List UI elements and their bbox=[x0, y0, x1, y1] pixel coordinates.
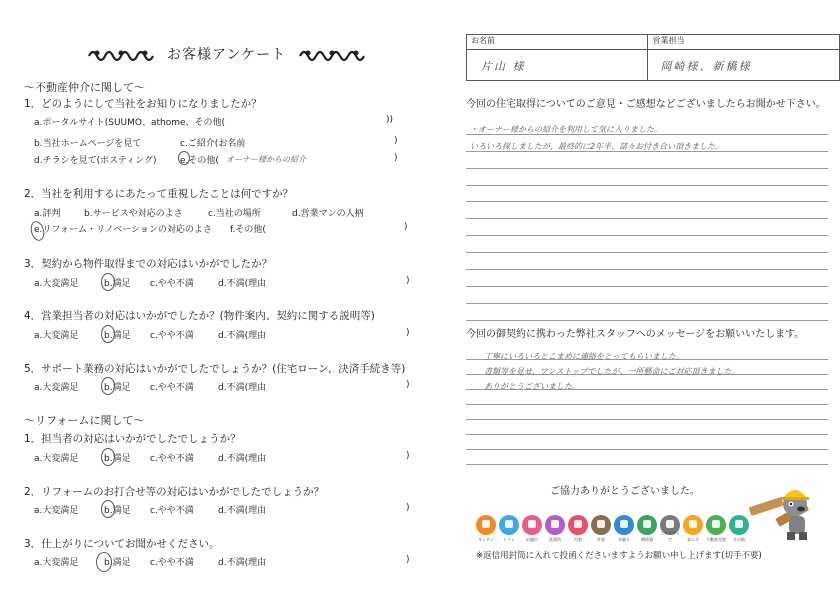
re-q3-option-c: c.やや不満 bbox=[150, 279, 194, 289]
re-q1-option-c-close: ) bbox=[394, 136, 398, 146]
re-q3-option-b: b.満足 bbox=[104, 279, 131, 289]
ruled-line bbox=[466, 304, 828, 321]
rf-q1-option-b: b.満足 bbox=[104, 454, 131, 464]
mascot-icon bbox=[745, 482, 825, 544]
badge-glyph bbox=[689, 520, 697, 528]
message-prompt: 今回の御契約に携わった弊社スタッフへのメッセージをお願いいたします。 bbox=[466, 329, 805, 340]
badge-label: 省エネ bbox=[687, 537, 699, 542]
header-table bbox=[466, 34, 840, 81]
exterior-icon bbox=[591, 515, 611, 542]
rf-q1-option-close: ) bbox=[406, 451, 410, 461]
re-q5-option-b: b.満足 bbox=[104, 383, 131, 393]
rf-q2-text: 2．リフォームのお打合せ等の対応はいかがでしたでしょうか？ bbox=[24, 486, 325, 498]
badge-label: お風呂 bbox=[526, 537, 538, 542]
toilet-icon bbox=[499, 515, 519, 542]
rf-q2-option-d: d.不満(理由 bbox=[218, 506, 267, 516]
reform-section-header: 〜リフォームに関して〜 bbox=[24, 414, 145, 427]
ruled-line bbox=[466, 420, 828, 435]
badge-glyph bbox=[620, 520, 628, 528]
badge-glyph bbox=[597, 520, 605, 528]
re-q5-option-a: a.大変満足 bbox=[34, 383, 79, 393]
badge-label: 内装 bbox=[574, 537, 582, 542]
re-q3-answer-circle bbox=[101, 273, 115, 291]
re-q5-answer-circle bbox=[101, 377, 115, 395]
re-q3-option-d: d.不満(理由 bbox=[218, 279, 267, 289]
re-q4-option-d: d.不満(理由 bbox=[218, 331, 267, 341]
re-q4-option-a: a.大変満足 bbox=[34, 331, 79, 341]
rf-q2-option-a: a.大変満足 bbox=[34, 506, 79, 516]
rf-q1-option-d: d.不満(理由 bbox=[218, 454, 267, 464]
badge-glyph bbox=[482, 520, 490, 528]
ruled-line bbox=[466, 253, 828, 270]
re-q1-text: 1．どのようにして当社をお知りになりましたか？ bbox=[24, 98, 262, 110]
rf-q3-option-close: ) bbox=[406, 555, 410, 565]
ruled-line bbox=[466, 202, 828, 219]
ruled-line bbox=[466, 287, 828, 304]
kitchen-icon bbox=[476, 515, 496, 542]
re-q1-option-e-answer: オーナー様からの紹介 bbox=[226, 155, 306, 164]
ruled-line bbox=[466, 152, 828, 169]
message-line-1: 丁寧にいろいろとこまめに連絡をとってもらいました。 bbox=[484, 352, 684, 361]
re-q2-option-d: d.営業マンの人柄 bbox=[292, 209, 364, 219]
badge-label: エクステリア bbox=[660, 531, 680, 542]
re-q5-option-c: c.やや不満 bbox=[150, 383, 194, 393]
staff-cell bbox=[648, 50, 840, 81]
re-q4-option-close: ) bbox=[406, 328, 410, 338]
re-q1-option-a: a.ポータルサイト(SUUMO、athome、その他( bbox=[34, 118, 226, 128]
badge-label: 水廻り bbox=[618, 537, 630, 542]
name-label: お名前 bbox=[467, 35, 648, 50]
re-q4-option-b: b.満足 bbox=[104, 331, 131, 341]
badge-label: 増改築 bbox=[641, 537, 653, 542]
badge-label: キッチン bbox=[478, 537, 494, 542]
re-q4-answer-circle bbox=[101, 325, 115, 343]
ruled-line bbox=[466, 435, 828, 450]
staff-value: 岡崎様、新橋様 bbox=[660, 60, 752, 73]
badge-glyph bbox=[712, 520, 720, 528]
re-q1-option-a-close: )) bbox=[386, 115, 394, 125]
rf-q2-answer-circle bbox=[101, 500, 115, 518]
ruled-line bbox=[466, 270, 828, 287]
rf-q3-option-d: d.不満(理由 bbox=[218, 558, 267, 568]
badge-label: その他 bbox=[733, 537, 745, 542]
return-envelope-note: ※返信用封筒に入れて投函くださいますようお願い申し上げます(切手不要) bbox=[476, 551, 762, 561]
badge-glyph bbox=[505, 520, 513, 528]
survey-title: お客様アンケート bbox=[167, 47, 287, 63]
ruled-line bbox=[466, 390, 828, 405]
ornament-right-icon bbox=[298, 47, 366, 61]
re-q5-option-d: d.不満(理由 bbox=[218, 383, 267, 393]
ruled-line bbox=[466, 219, 828, 236]
re-q3-option-a: a.大変満足 bbox=[34, 279, 79, 289]
badge-label: 洗面所 bbox=[549, 537, 561, 542]
staff-label: 営業担当 bbox=[648, 35, 840, 50]
rf-q3-text: 3．仕上がりについてお聞かせください。 bbox=[24, 538, 220, 550]
badge-glyph bbox=[551, 520, 559, 528]
re-q5-option-close: ) bbox=[406, 380, 410, 390]
rf-q1-text: 1．担当者の対応はいかがでしたでしょうか？ bbox=[24, 433, 241, 445]
opinion-line-1: ・オーナー様からの紹介を利用して気に入りました。 bbox=[470, 125, 662, 134]
rf-q2-option-b: b.満足 bbox=[104, 506, 131, 516]
message-line-3: ありがとうございました。 bbox=[484, 382, 580, 391]
badge-label: 不動産売買 bbox=[706, 537, 726, 542]
re-q2-option-b: b.サービスや対応のよさ bbox=[84, 209, 183, 219]
message-lines bbox=[466, 345, 828, 465]
badge-glyph bbox=[574, 520, 582, 528]
re-q1-option-b: b.当社ホームページを見て bbox=[34, 139, 142, 149]
re-q2-option-e: e.リフォーム・リノベーションの対応のよさ bbox=[34, 225, 212, 235]
real-estate-section-header: 〜不動産仲介に関して〜 bbox=[24, 81, 145, 94]
re-q1-option-e: e.その他( bbox=[180, 156, 219, 166]
message-line-2: 書類等を見せ、ワンストップでしたが、一所懸命にご対応頂きました。 bbox=[484, 367, 740, 376]
re-q3-text: 3．契約から物件取得までの対応はいかがでしたか？ bbox=[24, 258, 273, 270]
re-q2-option-c: c.当社の場所 bbox=[208, 209, 261, 219]
ruled-line bbox=[466, 450, 828, 465]
re-q2-option-f: f.その他( bbox=[230, 225, 266, 235]
bath-icon bbox=[522, 515, 542, 542]
re-q1-option-e-close: ) bbox=[394, 153, 398, 163]
re-q4-text: 4．営業担当者の対応はいかがでしたか？(物件案内、契約に関する説明等) bbox=[24, 310, 375, 322]
badge-label: 外装 bbox=[597, 537, 605, 542]
rf-q2-option-close: ) bbox=[406, 503, 410, 513]
re-q5-text: 5．サポート業務の対応はいかがでしたでしょうか？(住宅ローン、決済手続き等) bbox=[24, 363, 406, 375]
realestate-icon bbox=[706, 515, 726, 542]
page-title bbox=[75, 44, 378, 64]
re-q3-option-close: ) bbox=[406, 276, 410, 286]
re-q1-option-d: d.チラシを見て(ポスティング) bbox=[34, 156, 157, 166]
rf-q1-answer-circle bbox=[101, 448, 115, 466]
rf-q3-option-c: c.やや不満 bbox=[150, 558, 194, 568]
washroom-icon bbox=[545, 515, 565, 542]
thanks-message: ご協力ありがとうございました。 bbox=[550, 486, 700, 497]
rf-q2-option-c: c.やや不満 bbox=[150, 506, 194, 516]
rf-q1-option-c: c.やや不満 bbox=[150, 454, 194, 464]
name-value: 片山 様 bbox=[481, 60, 526, 73]
ruled-line bbox=[466, 405, 828, 420]
re-q1-option-c: c.ご紹介(お名前 bbox=[180, 139, 246, 149]
badge-glyph bbox=[528, 520, 536, 528]
badge-label: トイレ bbox=[503, 537, 515, 542]
rf-q1-option-a: a.大変満足 bbox=[34, 454, 79, 464]
water-icon bbox=[614, 515, 634, 542]
energy-icon bbox=[683, 515, 703, 542]
re-q2-text: 2．当社を利用するにあたって重視したことは何ですか？ bbox=[24, 188, 294, 200]
interior-icon bbox=[568, 515, 588, 542]
extension-icon bbox=[637, 515, 657, 542]
re-q1-answer-circle bbox=[178, 151, 190, 165]
badge-glyph bbox=[666, 520, 674, 528]
ruled-line bbox=[466, 169, 828, 186]
re-q2-option-f-close: ) bbox=[404, 222, 408, 232]
name-cell bbox=[467, 50, 648, 81]
ruled-line bbox=[466, 236, 828, 253]
ornament-left-icon bbox=[87, 47, 155, 61]
re-q2-option-a: a.評判 bbox=[34, 209, 61, 219]
rf-q3-answer-circle bbox=[96, 552, 112, 572]
opinion-prompt: 今回の住宅取得についてのご意見・ご感想などございましたらお聞かせ下さい。 bbox=[466, 99, 826, 110]
opinion-line-2: いろいろ探しましたが、最終的に2年半、諸々お付き合い頂きました。 bbox=[470, 142, 724, 151]
badge-glyph bbox=[643, 520, 651, 528]
rf-q3-option-b: b.満足 bbox=[104, 558, 131, 568]
re-q4-option-c: c.やや不満 bbox=[150, 331, 194, 341]
exterior-work-icon bbox=[660, 515, 680, 542]
ruled-line bbox=[466, 186, 828, 203]
rf-q3-option-a: a.大変満足 bbox=[34, 558, 79, 568]
service-badges bbox=[476, 515, 749, 542]
badge-glyph bbox=[735, 520, 743, 528]
